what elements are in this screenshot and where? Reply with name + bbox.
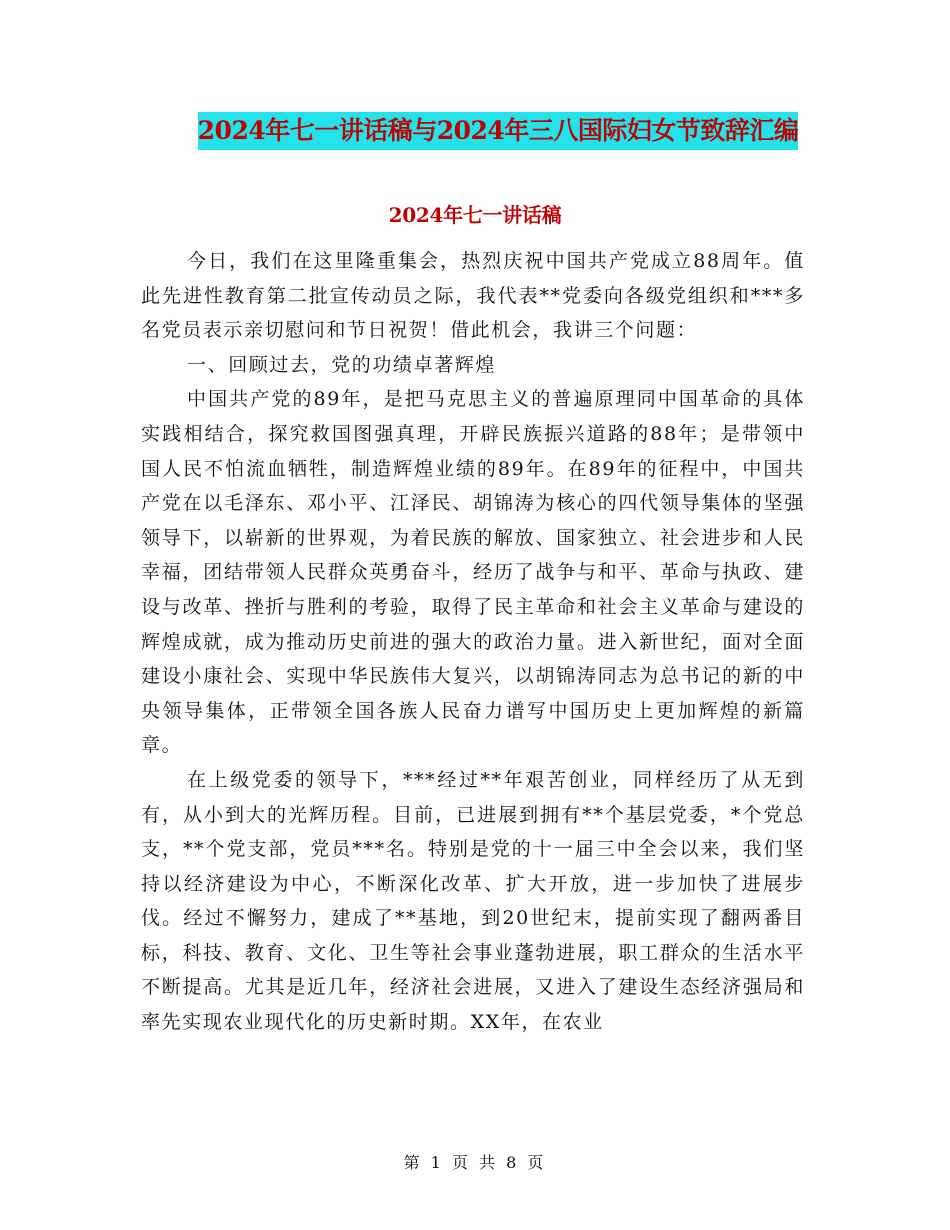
paragraph-history: 中国共产党的89年，是把马克思主义的普遍原理同中国革命的具体实践相结合，探究救国图强真理，开辟民族振兴道路的88年；是带领中国人民不怕流血牺牲，制造辉煌业绩的89年。在89年的征程中，中国共产党在以毛泽东、邓小平、江泽民、胡锦涛为核心的四代领导集体的坚强领导下，以崭新的世界观，为着民族的解放、国家独立、社会进步和人民幸福，团结带领人民群众英勇奋斗，经历了战争与和平、革命与执政、建设与改革、挫折与胜利的考验，取得了民主革命和社会主义革命与建设的辉煌成就，成为推动历史前进的强大的政治力量。进入新世纪，面对全面建设小康社会、实现中华民族伟大复兴，以胡锦涛同志为总书记的新的中央领导集体，正带领全国各族人民奋力谱写中国历史上更加辉煌的新篇章。 xyxy=(141,388,805,757)
paragraph-intro: 今日，我们在这里隆重集会，热烈庆祝中国共产党成立88周年。值此先进性教育第二批宣传动员之际，我代表**党委向各级党组织和***多名党员表示亲切慰问和节日祝贺！借此机会，我讲三个问题： xyxy=(141,250,805,342)
document-title: 2024年七一讲话稿与2024年三八国际妇女节致辞汇编 xyxy=(198,112,799,150)
section-title: 2024年七一讲话稿 xyxy=(388,203,562,227)
paragraph-local-development: 在上级党委的领导下，***经过**年艰苦创业，同样经历了从无到有，从小到大的光辉历程。目前，已进展到拥有**个基层党委，*个党总支，**个党支部，党员***名。特别是党的十一届三中全会以来，我们坚持以经济建设为中心，不断深化改革、扩大开放，进一步加快了进展步伐。经过不懈努力，建成了**基地，到20世纪末，提前实现了翻两番目标，科技、教育、文化、卫生等社会事业蓬勃进展，职工群众的生活水平不断提高。尤其是近几年，经济社会进展，又进入了建设生态经济强局和率先实现农业现代化的历史新时期。XX年，在农业 xyxy=(141,768,805,1034)
paragraph-heading-one: 一、回顾过去，党的功绩卓著辉煌 xyxy=(187,353,497,376)
document-body xyxy=(141,244,805,1040)
page-footer: 第 1 页 共 8 页 xyxy=(403,1153,547,1172)
document-title-container xyxy=(0,112,950,150)
